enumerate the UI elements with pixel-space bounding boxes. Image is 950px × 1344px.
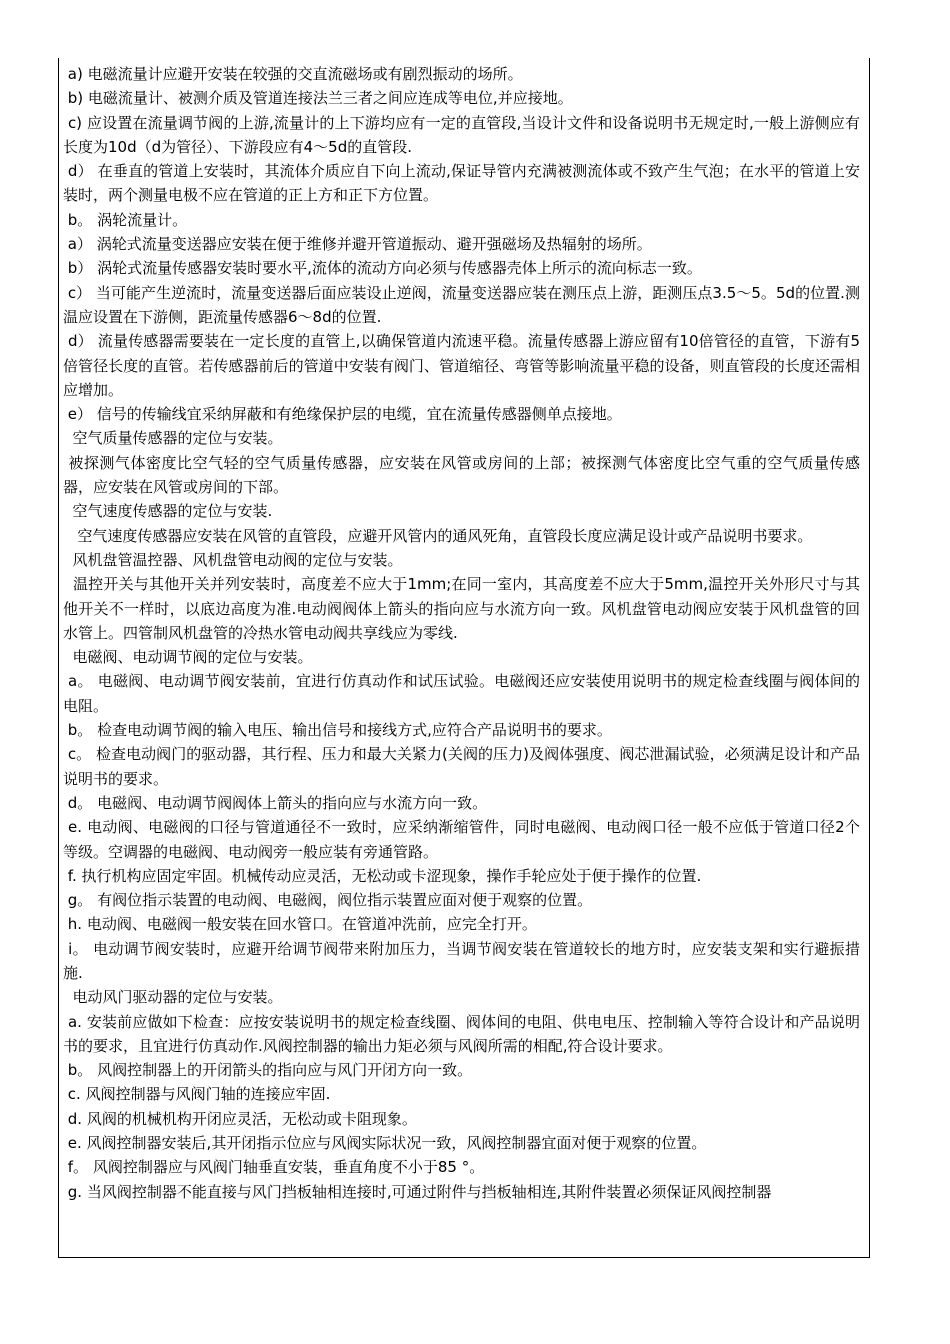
paragraph: 电动风门驱动器的定位与安装。 xyxy=(63,988,283,1007)
paragraph: c） 当可能产生逆流时，流量变送器后面应装设止逆阀，流量变送器应装在测压点上游，距测压点3.5～5。5d的位置.测温应设置在下游侧，距流量传感器6～8d的位置. xyxy=(63,283,860,326)
paragraph: g。 有阀位指示装置的电动阀、电磁阀，阀位指示装置应面对便于观察的位置。 xyxy=(63,891,593,910)
paragraph: i。 电动调节阀安装时，应避开给调节阀带来附加压力，当调节阀安装在管道较长的地方时，应安装支架和实行避振措施. xyxy=(63,939,860,982)
paragraph: c。 检查电动阀门的驱动器，其行程、压力和最大关紧力(关阀的压力)及阀体强度、阀芯泄漏试验，必须满足设计和产品说明书的要求。 xyxy=(63,745,860,788)
paragraph: f。 风阀控制器应与风阀门轴垂直安装，垂直角度不小于85 °。 xyxy=(63,1158,485,1177)
paragraph: b。 风阀控制器上的开闭箭头的指向应与风门开闭方向一致。 xyxy=(63,1061,473,1080)
paragraph: f. 执行机构应固定牢固。机械传动应灵活，无松动或卡涩现象，操作手轮应处于便于操作的位置. xyxy=(63,866,702,885)
paragraph: d。 电磁阀、电动调节阀阀体上箭头的指向应与水流方向一致。 xyxy=(63,793,488,812)
paragraph: 温控开关与其他开关并列安装时，高度差不应大于1mm;在同一室内，其高度差不应大于5mm,温控开关外形尺寸与其他开关不一样时，以底边高度为准.电动阀阀体上箭头的指向应与水流方向一致。风机盘管电动阀应安装于风机盘管的回水管上。四管制风机盘管的冷热水管电动阀共享线应为零线. xyxy=(63,575,860,642)
paragraph: b) 电磁流量计、被测介质及管道连接法兰三者之间应连成等电位,并应接地。 xyxy=(63,89,573,108)
paragraph: a） 涡轮式流量变送器应安装在便于维修并避开管道振动、避开强磁场及热辐射的场所。 xyxy=(63,235,652,254)
paragraph: b） 涡轮式流量传感器安装时要水平,流体的流动方向必须与传感器壳体上所示的流向标志一致。 xyxy=(63,259,702,278)
document-page xyxy=(58,58,870,1258)
paragraph: 空气速度传感器应安装在风管的直管段，应避开风管内的通风死角，直管段长度应满足设计或产品说明书要求。 xyxy=(63,526,813,545)
paragraph: 空气质量传感器的定位与安装。 xyxy=(63,429,283,448)
paragraph: g. 当风阀控制器不能直接与风门挡板轴相连接时,可通过附件与挡板轴相连,其附件装置必须保证风阀控制器 xyxy=(63,1182,772,1201)
paragraph: 风机盘管温控器、风机盘管电动阀的定位与安装。 xyxy=(63,550,403,569)
paragraph: d） 流量传感器需要装在一定长度的直管上,以确保管道内流速平稳。流量传感器上游应留有10倍管径的直管，下游有5倍管径长度的直管。若传感器前后的管道中安装有阀门、管道缩径、弯管等影响流量平稳的设备，则直管段的长度还需相应增加。 xyxy=(63,332,860,399)
paragraph: d） 在垂直的管道上安装时，其流体介质应自下向上流动,保证导管内充满被测流体或不致产生气泡；在水平的管道上安装时，两个测量电极不应在管道的正上方和正下方位置。 xyxy=(63,162,860,205)
paragraph: a. 安装前应做如下检查：应按安装说明书的规定检查线圈、阀体间的电阻、供电电压、控制输入等符合设计和产品说明书的要求，且宜进行仿真动作.风阀控制器的输出力矩必须与风阀所需的相配,符合设计要求。 xyxy=(63,1012,860,1055)
paragraph: e. 电动阀、电磁阀的口径与管道通径不一致时，应采纳渐缩管件，同时电磁阀、电动阀口径一般不应低于管道口径2个等级。空调器的电磁阀、电动阀旁一般应装有旁通管路。 xyxy=(63,818,860,861)
paragraph: c) 应设置在流量调节阀的上游,流量计的上下游均应有一定的直管段,当设计文件和设备说明书无规定时,一般上游侧应有长度为10d（d为管径）、下游段应有4～5d的直管段. xyxy=(63,113,860,156)
paragraph: a。 电磁阀、电动调节阀安装前，宜进行仿真动作和试压试验。电磁阀还应安装使用说明书的规定检查线圈与阀体间的电阻。 xyxy=(63,672,860,715)
paragraph: d. 风阀的机械机构开闭应灵活，无松动或卡阻现象。 xyxy=(63,1109,417,1128)
paragraph: c. 风阀控制器与风阀门轴的连接应牢固. xyxy=(63,1085,331,1104)
paragraph: 电磁阀、电动调节阀的定位与安装。 xyxy=(63,648,313,667)
paragraph: 被探测气体密度比空气轻的空气质量传感器，应安装在风管或房间的上部；被探测气体密度比空气重的空气质量传感器，应安装在风管或房间的下部。 xyxy=(63,453,860,497)
paragraph: h. 电动阀、电磁阀一般安装在回水管口。在管道冲洗前，应完全打开。 xyxy=(63,915,537,934)
paragraph: 空气速度传感器的定位与安装. xyxy=(63,502,273,521)
paragraph: b。 检查电动调节阀的输入电压、输出信号和接线方式,应符合产品说明书的要求。 xyxy=(63,721,612,740)
paragraph: a) 电磁流量计应避开安装在较强的交直流磁场或有剧烈振动的场所。 xyxy=(63,65,523,83)
paragraph: e. 风阀控制器安装后,其开闭指示位应与风阀实际状况一致，风阀控制器宜面对便于观察的位置。 xyxy=(63,1134,707,1153)
paragraph: b。 涡轮流量计。 xyxy=(63,210,188,229)
paragraph: e） 信号的传输线宜采纳屏蔽和有绝缘保护层的电缆，宜在流量传感器侧单点接地。 xyxy=(63,405,622,424)
